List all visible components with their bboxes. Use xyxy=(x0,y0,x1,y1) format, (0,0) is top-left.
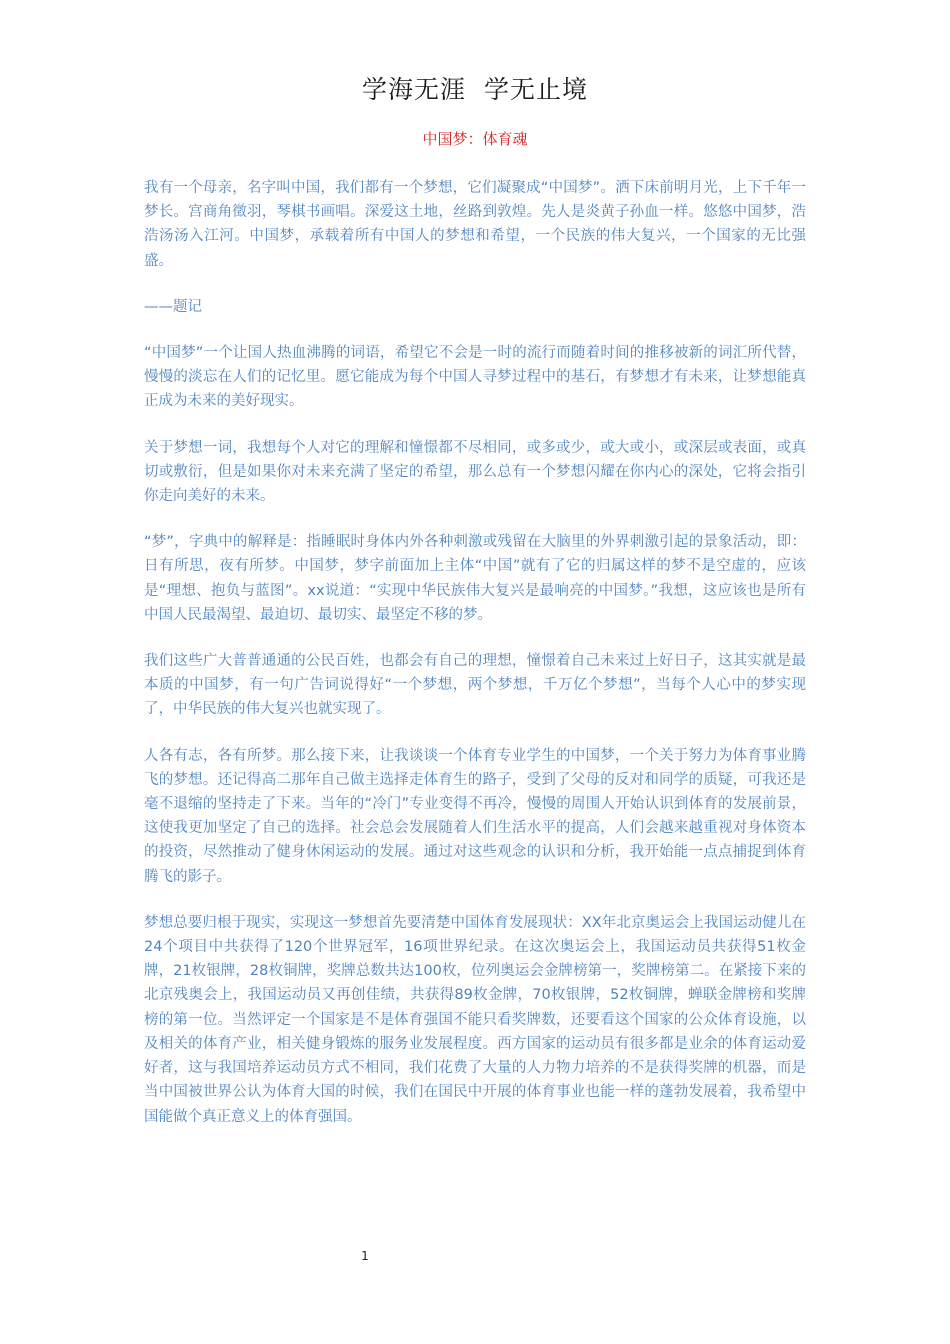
paragraph: “中国梦”一个让国人热血沸腾的词语，希望它不会是一时的流行而随着时间的推移被新的词汇所代替，慢慢的淡忘在人们的记忆里。愿它能成为每个中国人寻梦过程中的基石，有梦想才有未来，让梦想能真正成为未来的美好现实。 xyxy=(144,345,806,410)
document-title: 中国梦：体育魂 xyxy=(422,130,528,148)
paragraph: 关于梦想一词，我想每个人对它的理解和憧憬都不尽相同，或多或少，或大或小，或深层或表面，或真切或敷衍，但是如果你对未来充满了坚定的希望，那么总有一个梦想闪耀在你内心的深处，它将会指引你走向美好的未来。 xyxy=(144,439,806,505)
page-number: 1 xyxy=(361,1249,369,1263)
header-title: 学海无涯 学无止境 xyxy=(362,75,588,104)
paragraph-inscription: ——题记 xyxy=(144,298,202,315)
paragraph: 梦想总要归根于现实，实现这一梦想首先要清楚中国体育发展现状：XX年北京奥运会上我国运动健儿在24个项目中共获得了120个世界冠军，16项世界纪录。在这次奥运会上，我国运动员共获得51枚金牌，21枚银牌，28枚铜牌，奖牌总数共达100枚，位列奥运会金牌榜第一，奖牌榜第二。在紧接下来的北京残奥会上，我国运动员又再创佳绩，共获得89枚金牌，70枚银牌，52枚铜牌，蝉联金牌榜和奖牌榜的第一位。当然评定一个国家是不是体育强国不能只看奖牌数，还要看这个国家的公众体育设施，以及相关的体育产业，相关健身锻炼的服务业发展程度。西方国家的运动员有很多都是业余的体育运动爱好者，这与我国培养运动员方式不相同，我们花费了大量的人力物力培养的不是获得奖牌的机器，而是当中国被世界公认为体育大国的时候，我们在国民中开展的体育事业也能一样的蓬勃发展着，我希望中国能做个真正意义上的体育强国。 xyxy=(144,914,806,1125)
paragraph: “梦”，字典中的解释是：指睡眠时身体内外各种刺激或残留在大脑里的外界刺激引起的景象活动，即：日有所思，夜有所梦。中国梦，梦字前面加上主体“中国”就有了它的归属这样的梦不是空虚的，应该是“理想、抱负与蓝图”。xx说道：“实现中华民族伟大复兴是最响亮的中国梦。”我想，这应该也是所有中国人民最渴望、最迫切、最切实、最坚定不移的梦。 xyxy=(144,534,806,623)
paragraph-epigraph: 我有一个母亲，名字叫中国，我们都有一个梦想，它们凝聚成“中国梦”。洒下床前明月光，上下千年一梦长。宫商角徵羽，琴棋书画唱。深爱这土地，丝路到敦煌。先人是炎黄子孙血一样。悠悠中国梦，浩浩汤汤入江河。中国梦，承载着所有中国人的梦想和希望，一个民族的伟大复兴，一个国家的无比强盛。 xyxy=(144,180,806,269)
paragraph: 人各有志，各有所梦。那么接下来，让我谈谈一个体育专业学生的中国梦，一个关于努力为体育事业腾飞的梦想。还记得高二那年自己做主选择走体育生的路子，受到了父母的反对和同学的质疑，可我还是毫不退缩的坚持走了下来。当年的“冷门”专业变得不再冷，慢慢的周围人开始认识到体育的发展前景，这使我更加坚定了自己的选择。社会总会发展随着人们生活水平的提高，人们会越来越重视对身体资本的投资，尽然推动了健身休闲运动的发展。通过对这些观念的认识和分析，我开始能一点点捕捉到体育腾飞的影子。 xyxy=(144,747,806,885)
paragraph: 我们这些广大普普通通的公民百姓，也都会有自己的理想，憧憬着自己未来过上好日子，这其实就是最本质的中国梦，有一句广告词说得好“一个梦想，两个梦想，千万亿个梦想”，当每个人心中的梦实现了，中华民族的伟大复兴也就实现了。 xyxy=(144,653,806,718)
document-body xyxy=(144,176,806,1151)
